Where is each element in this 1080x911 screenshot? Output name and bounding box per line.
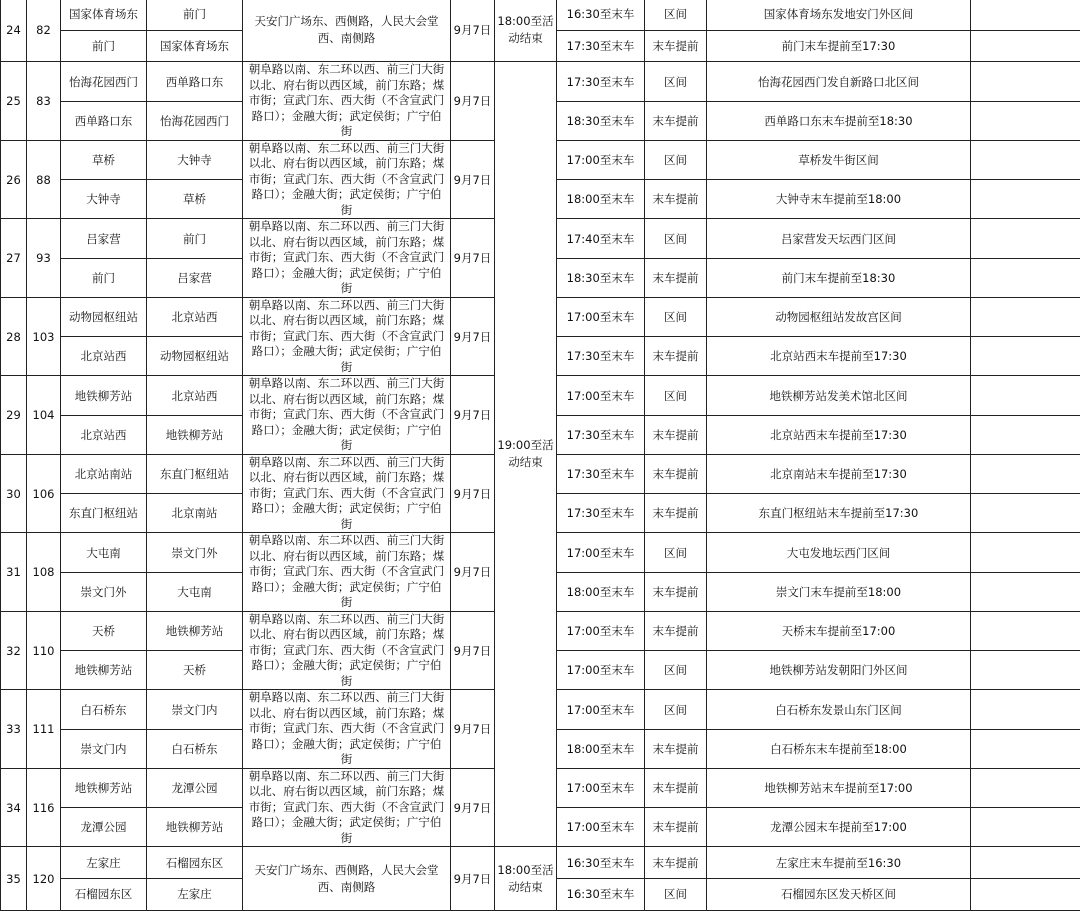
- adjust-time: 17:40至末车: [557, 219, 645, 258]
- control-date: 9月7日: [451, 690, 495, 769]
- start-station: 北京站西: [61, 337, 147, 376]
- adjust-time: 17:00至末车: [557, 651, 645, 690]
- end-station: 北京站西: [147, 297, 243, 336]
- control-area: 朝阜路以南、东二环以西、前三门大街以北、府右街以西区域，前门东路；煤市街；宣武门东、西大街（不含宣武门路口）；金融大街；武定侯街；广宁伯街: [243, 454, 451, 533]
- end-station: 怡海花园西门: [147, 101, 243, 140]
- adjust-type: 末车提前: [645, 101, 707, 140]
- blank-cell: [971, 297, 1080, 336]
- adjust-type: 区间: [645, 62, 707, 101]
- end-station: 崇文门内: [147, 690, 243, 729]
- control-area: 天安门广场东、西侧路，人民大会堂西、南侧路: [243, 0, 451, 62]
- event-time: 18:00至活动结束: [495, 0, 557, 62]
- control-area: 朝阜路以南、东二环以西、前三门大街以北、府右街以西区域，前门东路；煤市街；宣武门东、西大街（不含宣武门路口）；金融大街；武定侯街；广宁伯街: [243, 611, 451, 690]
- adjust-time: 16:30至末车: [557, 847, 645, 879]
- line-number: 120: [27, 847, 61, 910]
- adjust-description: 崇文门末车提前至18:00: [707, 572, 971, 611]
- table-row: [1, 0, 1080, 30]
- end-station: 左家庄: [147, 879, 243, 911]
- blank-cell: [971, 651, 1080, 690]
- adjust-type: 区间: [645, 219, 707, 258]
- row-number: 34: [1, 768, 27, 847]
- start-station: 崇文门内: [61, 729, 147, 768]
- adjust-time: 17:30至末车: [557, 415, 645, 454]
- adjust-time: 16:30至末车: [557, 0, 645, 30]
- adjust-description: 白石桥东末车提前至18:00: [707, 729, 971, 768]
- adjust-description: 前门末车提前至18:30: [707, 258, 971, 297]
- adjust-description: 龙潭公园末车提前至17:00: [707, 808, 971, 847]
- row-number: 26: [1, 140, 27, 219]
- adjust-time: 17:00至末车: [557, 376, 645, 415]
- adjust-type: 末车提前: [645, 611, 707, 650]
- line-number: 116: [27, 768, 61, 847]
- start-station: 国家体育场东: [61, 0, 147, 30]
- line-number: 108: [27, 533, 61, 612]
- control-date: 9月7日: [451, 62, 495, 141]
- control-area: 朝阜路以南、东二环以西、前三门大街以北、府右街以西区域，前门东路；煤市街；宣武门东、西大街（不含宣武门路口）；金融大街；武定侯街；广宁伯街: [243, 533, 451, 612]
- row-number: 30: [1, 454, 27, 533]
- control-date: 9月7日: [451, 297, 495, 376]
- row-number: 24: [1, 0, 27, 62]
- control-date: 9月7日: [451, 140, 495, 219]
- line-number: 103: [27, 297, 61, 376]
- start-station: 北京站西: [61, 415, 147, 454]
- adjust-type: 区间: [645, 297, 707, 336]
- adjust-description: 北京南站末车提前至17:30: [707, 454, 971, 493]
- adjust-time: 18:00至末车: [557, 180, 645, 219]
- control-area: 朝阜路以南、东二环以西、前三门大街以北、府右街以西区域，前门东路；煤市街；宣武门东、西大街（不含宣武门路口）；金融大街；武定侯街；广宁伯街: [243, 62, 451, 141]
- adjust-type: 末车提前: [645, 808, 707, 847]
- adjust-type: 末车提前: [645, 454, 707, 493]
- row-number: 31: [1, 533, 27, 612]
- start-station: 白石桥东: [61, 690, 147, 729]
- adjust-description: 怡海花园西门发自新路口北区间: [707, 62, 971, 101]
- adjust-type: 末车提前: [645, 337, 707, 376]
- adjust-description: 地铁柳芳站发朝阳门外区间: [707, 651, 971, 690]
- adjust-description: 北京站西末车提前至17:30: [707, 415, 971, 454]
- adjust-description: 地铁柳芳站发美术馆北区间: [707, 376, 971, 415]
- control-area: 朝阜路以南、东二环以西、前三门大街以北、府右街以西区域，前门东路；煤市街；宣武门东、西大街（不含宣武门路口）；金融大街；武定侯街；广宁伯街: [243, 376, 451, 455]
- adjust-type: 末车提前: [645, 572, 707, 611]
- end-station: 天桥: [147, 651, 243, 690]
- event-time-shared: 19:00至活动结束: [495, 62, 557, 847]
- adjust-description: 左家庄末车提前至16:30: [707, 847, 971, 879]
- adjust-time: 17:00至末车: [557, 297, 645, 336]
- control-area: 天安门广场东、西侧路，人民大会堂西、南侧路: [243, 847, 451, 910]
- control-date: 9月7日: [451, 768, 495, 847]
- line-number: 104: [27, 376, 61, 455]
- end-station: 动物园枢纽站: [147, 337, 243, 376]
- line-number: 88: [27, 140, 61, 219]
- end-station: 龙潭公园: [147, 768, 243, 807]
- adjust-description: 北京站西末车提前至17:30: [707, 337, 971, 376]
- end-station: 国家体育场东: [147, 30, 243, 62]
- adjust-time: 16:30至末车: [557, 879, 645, 911]
- blank-cell: [971, 101, 1080, 140]
- adjust-description: 西单路口东末车提前至18:30: [707, 101, 971, 140]
- start-station: 大屯南: [61, 533, 147, 572]
- adjust-type: 末车提前: [645, 729, 707, 768]
- end-station: 大屯南: [147, 572, 243, 611]
- end-station: 草桥: [147, 180, 243, 219]
- control-date: 9月7日: [451, 376, 495, 455]
- blank-cell: [971, 180, 1080, 219]
- start-station: 地铁柳芳站: [61, 651, 147, 690]
- end-station: 白石桥东: [147, 729, 243, 768]
- line-number: 83: [27, 62, 61, 141]
- start-station: 大钟寺: [61, 180, 147, 219]
- control-date: 9月7日: [451, 219, 495, 298]
- control-date: 9月7日: [451, 0, 495, 62]
- blank-cell: [971, 337, 1080, 376]
- end-station: 前门: [147, 0, 243, 30]
- line-number: 111: [27, 690, 61, 769]
- start-station: 崇文门外: [61, 572, 147, 611]
- end-station: 地铁柳芳站: [147, 808, 243, 847]
- line-number: 93: [27, 219, 61, 298]
- start-station: 草桥: [61, 140, 147, 179]
- adjust-time: 17:30至末车: [557, 337, 645, 376]
- adjust-type: 末车提前: [645, 180, 707, 219]
- control-area: 朝阜路以南、东二环以西、前三门大街以北、府右街以西区域，前门东路；煤市街；宣武门东、西大街（不含宣武门路口）；金融大街；武定侯街；广宁伯街: [243, 690, 451, 769]
- start-station: 北京站南站: [61, 454, 147, 493]
- adjust-type: 区间: [645, 651, 707, 690]
- row-number: 35: [1, 847, 27, 910]
- adjust-time: 17:30至末车: [557, 494, 645, 533]
- row-number: 33: [1, 690, 27, 769]
- end-station: 石榴园东区: [147, 847, 243, 879]
- adjust-time: 17:30至末车: [557, 62, 645, 101]
- adjust-type: 末车提前: [645, 768, 707, 807]
- control-date: 9月7日: [451, 454, 495, 533]
- adjust-time: 18:30至末车: [557, 258, 645, 297]
- blank-cell: [971, 219, 1080, 258]
- blank-cell: [971, 768, 1080, 807]
- start-station: 天桥: [61, 611, 147, 650]
- end-station: 大钟寺: [147, 140, 243, 179]
- adjust-time: 17:30至末车: [557, 454, 645, 493]
- event-time: 18:00至活动结束: [495, 847, 557, 910]
- control-area: 朝阜路以南、东二环以西、前三门大街以北、府右街以西区域，前门东路；煤市街；宣武门东、西大街（不含宣武门路口）；金融大街；武定侯街；广宁伯街: [243, 768, 451, 847]
- adjust-description: 大钟寺末车提前至18:00: [707, 180, 971, 219]
- start-station: 动物园枢纽站: [61, 297, 147, 336]
- row-number: 25: [1, 62, 27, 141]
- adjust-type: 区间: [645, 376, 707, 415]
- start-station: 地铁柳芳站: [61, 768, 147, 807]
- blank-cell: [971, 30, 1080, 62]
- table-row: [1, 62, 1080, 101]
- line-number: 82: [27, 0, 61, 62]
- adjust-time: 17:00至末车: [557, 808, 645, 847]
- start-station: 前门: [61, 30, 147, 62]
- adjust-description: 天桥末车提前至17:00: [707, 611, 971, 650]
- table-body: [1, 0, 1080, 910]
- start-station: 西单路口东: [61, 101, 147, 140]
- control-area: 朝阜路以南、东二环以西、前三门大街以北、府右街以西区域，前门东路；煤市街；宣武门东、西大街（不含宣武门路口）；金融大街；武定侯街；广宁伯街: [243, 140, 451, 219]
- row-number: 32: [1, 611, 27, 690]
- line-number: 110: [27, 611, 61, 690]
- end-station: 北京南站: [147, 494, 243, 533]
- control-date: 9月7日: [451, 533, 495, 612]
- adjust-description: 石榴园东区发天桥区间: [707, 879, 971, 911]
- end-station: 北京站西: [147, 376, 243, 415]
- blank-cell: [971, 611, 1080, 650]
- control-date: 9月7日: [451, 847, 495, 910]
- start-station: 左家庄: [61, 847, 147, 879]
- adjust-type: 末车提前: [645, 30, 707, 62]
- blank-cell: [971, 454, 1080, 493]
- blank-cell: [971, 808, 1080, 847]
- start-station: 东直门枢纽站: [61, 494, 147, 533]
- blank-cell: [971, 690, 1080, 729]
- row-number: 27: [1, 219, 27, 298]
- blank-cell: [971, 140, 1080, 179]
- end-station: 前门: [147, 219, 243, 258]
- blank-cell: [971, 533, 1080, 572]
- control-date: 9月7日: [451, 611, 495, 690]
- adjust-time: 18:00至末车: [557, 729, 645, 768]
- adjust-type: 末车提前: [645, 494, 707, 533]
- adjust-type: 区间: [645, 879, 707, 911]
- blank-cell: [971, 572, 1080, 611]
- start-station: 怡海花园西门: [61, 62, 147, 101]
- adjust-description: 白石桥东发景山东门区间: [707, 690, 971, 729]
- blank-cell: [971, 729, 1080, 768]
- adjust-type: 区间: [645, 140, 707, 179]
- blank-cell: [971, 376, 1080, 415]
- adjust-time: 17:30至末车: [557, 30, 645, 62]
- adjust-description: 大屯发地坛西门区间: [707, 533, 971, 572]
- adjust-description: 国家体育场东发地安门外区间: [707, 0, 971, 30]
- line-number: 106: [27, 454, 61, 533]
- start-station: 石榴园东区: [61, 879, 147, 911]
- adjust-time: 17:00至末车: [557, 690, 645, 729]
- adjust-type: 区间: [645, 533, 707, 572]
- blank-cell: [971, 847, 1080, 879]
- adjust-type: 末车提前: [645, 847, 707, 879]
- adjust-type: 区间: [645, 0, 707, 30]
- blank-cell: [971, 879, 1080, 911]
- end-station: 崇文门外: [147, 533, 243, 572]
- adjust-type: 末车提前: [645, 258, 707, 297]
- end-station: 西单路口东: [147, 62, 243, 101]
- adjust-description: 东直门枢纽站末车提前至17:30: [707, 494, 971, 533]
- start-station: 前门: [61, 258, 147, 297]
- adjust-description: 动物园枢纽站发故宫区间: [707, 297, 971, 336]
- adjust-description: 前门末车提前至17:30: [707, 30, 971, 62]
- control-area: 朝阜路以南、东二环以西、前三门大街以北、府右街以西区域，前门东路；煤市街；宣武门东、西大街（不含宣武门路口）；金融大街；武定侯街；广宁伯街: [243, 297, 451, 376]
- blank-cell: [971, 0, 1080, 30]
- adjust-time: 17:00至末车: [557, 768, 645, 807]
- blank-cell: [971, 494, 1080, 533]
- start-station: 地铁柳芳站: [61, 376, 147, 415]
- table-row: [1, 847, 1080, 879]
- adjust-description: 草桥发牛街区间: [707, 140, 971, 179]
- blank-cell: [971, 62, 1080, 101]
- adjust-description: 吕家营发天坛西门区间: [707, 219, 971, 258]
- adjust-type: 末车提前: [645, 415, 707, 454]
- blank-cell: [971, 415, 1080, 454]
- start-station: 龙潭公园: [61, 808, 147, 847]
- adjust-time: 17:00至末车: [557, 611, 645, 650]
- adjust-time: 17:00至末车: [557, 140, 645, 179]
- adjust-time: 17:00至末车: [557, 533, 645, 572]
- start-station: 吕家营: [61, 219, 147, 258]
- adjust-type: 区间: [645, 690, 707, 729]
- row-number: 28: [1, 297, 27, 376]
- adjust-time: 18:00至末车: [557, 572, 645, 611]
- blank-cell: [971, 258, 1080, 297]
- end-station: 东直门枢纽站: [147, 454, 243, 493]
- row-number: 29: [1, 376, 27, 455]
- adjust-description: 地铁柳芳站末车提前至17:00: [707, 768, 971, 807]
- adjust-time: 18:30至末车: [557, 101, 645, 140]
- end-station: 地铁柳芳站: [147, 611, 243, 650]
- control-area: 朝阜路以南、东二环以西、前三门大街以北、府右街以西区域，前门东路；煤市街；宣武门东、西大街（不含宣武门路口）；金融大街；武定侯街；广宁伯街: [243, 219, 451, 298]
- end-station: 地铁柳芳站: [147, 415, 243, 454]
- end-station: 吕家营: [147, 258, 243, 297]
